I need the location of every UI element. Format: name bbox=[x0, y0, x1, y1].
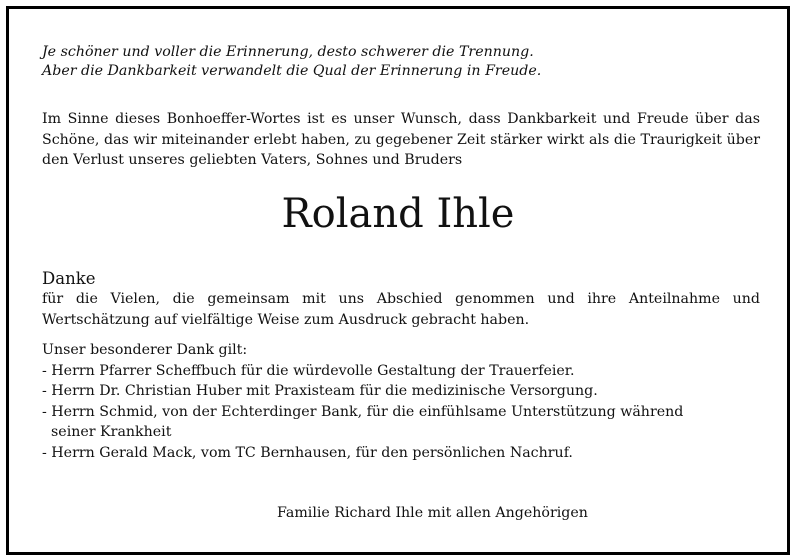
deceased-name: Roland Ihle bbox=[281, 191, 515, 237]
family-signature: Familie Richard Ihle mit allen Angehörigen bbox=[277, 505, 588, 521]
motto-quote bbox=[42, 43, 762, 81]
intro-paragraph: Im Sinne dieses Bonhoeffer-Wortes ist es unser Wunsch, dass Dankbarkeit und Freude über das Schöne, das wir miteinander erlebt haben, zu gegebener Zeit stärker wirkt als die Traurigkeit über den Verlust unseres geliebten Vaters, Sohnes und Bruders bbox=[42, 111, 760, 168]
obituary-frame bbox=[6, 6, 790, 555]
list-item: - Herrn Dr. Christian Huber mit Praxisteam für die medizinische Versorgung. bbox=[42, 383, 598, 399]
special-thanks-list bbox=[42, 361, 760, 464]
special-thanks bbox=[42, 340, 760, 463]
list-item: - Herrn Schmid, von der Echterdinger Bank, für die einfühlsame Unterstützung während bbox=[42, 403, 684, 420]
danke-heading: Danke bbox=[42, 269, 96, 288]
danke-paragraph: für die Vielen, die gemeinsam mit uns Abschied genommen und ihre Anteilnahme und Wertschätzung auf vielfältige Weise zum Ausdruck gebracht haben. bbox=[42, 291, 760, 328]
list-item: - Herrn Pfarrer Scheffbuch für die würdevolle Gestaltung der Trauerfeier. bbox=[42, 362, 575, 379]
motto-line-2: Aber die Dankbarkeit verwandelt die Qual der Erinnerung in Freude. bbox=[42, 63, 542, 79]
special-thanks-heading: Unser besonderer Dank gilt: bbox=[42, 342, 248, 358]
list-item: seiner Krankheit bbox=[42, 424, 172, 440]
motto-line-1: Je schöner und voller die Erinnerung, desto schwerer die Trennung. bbox=[42, 44, 534, 60]
list-item: - Herrn Gerald Mack, vom TC Bernhausen, für den persönlichen Nachruf. bbox=[42, 444, 573, 461]
